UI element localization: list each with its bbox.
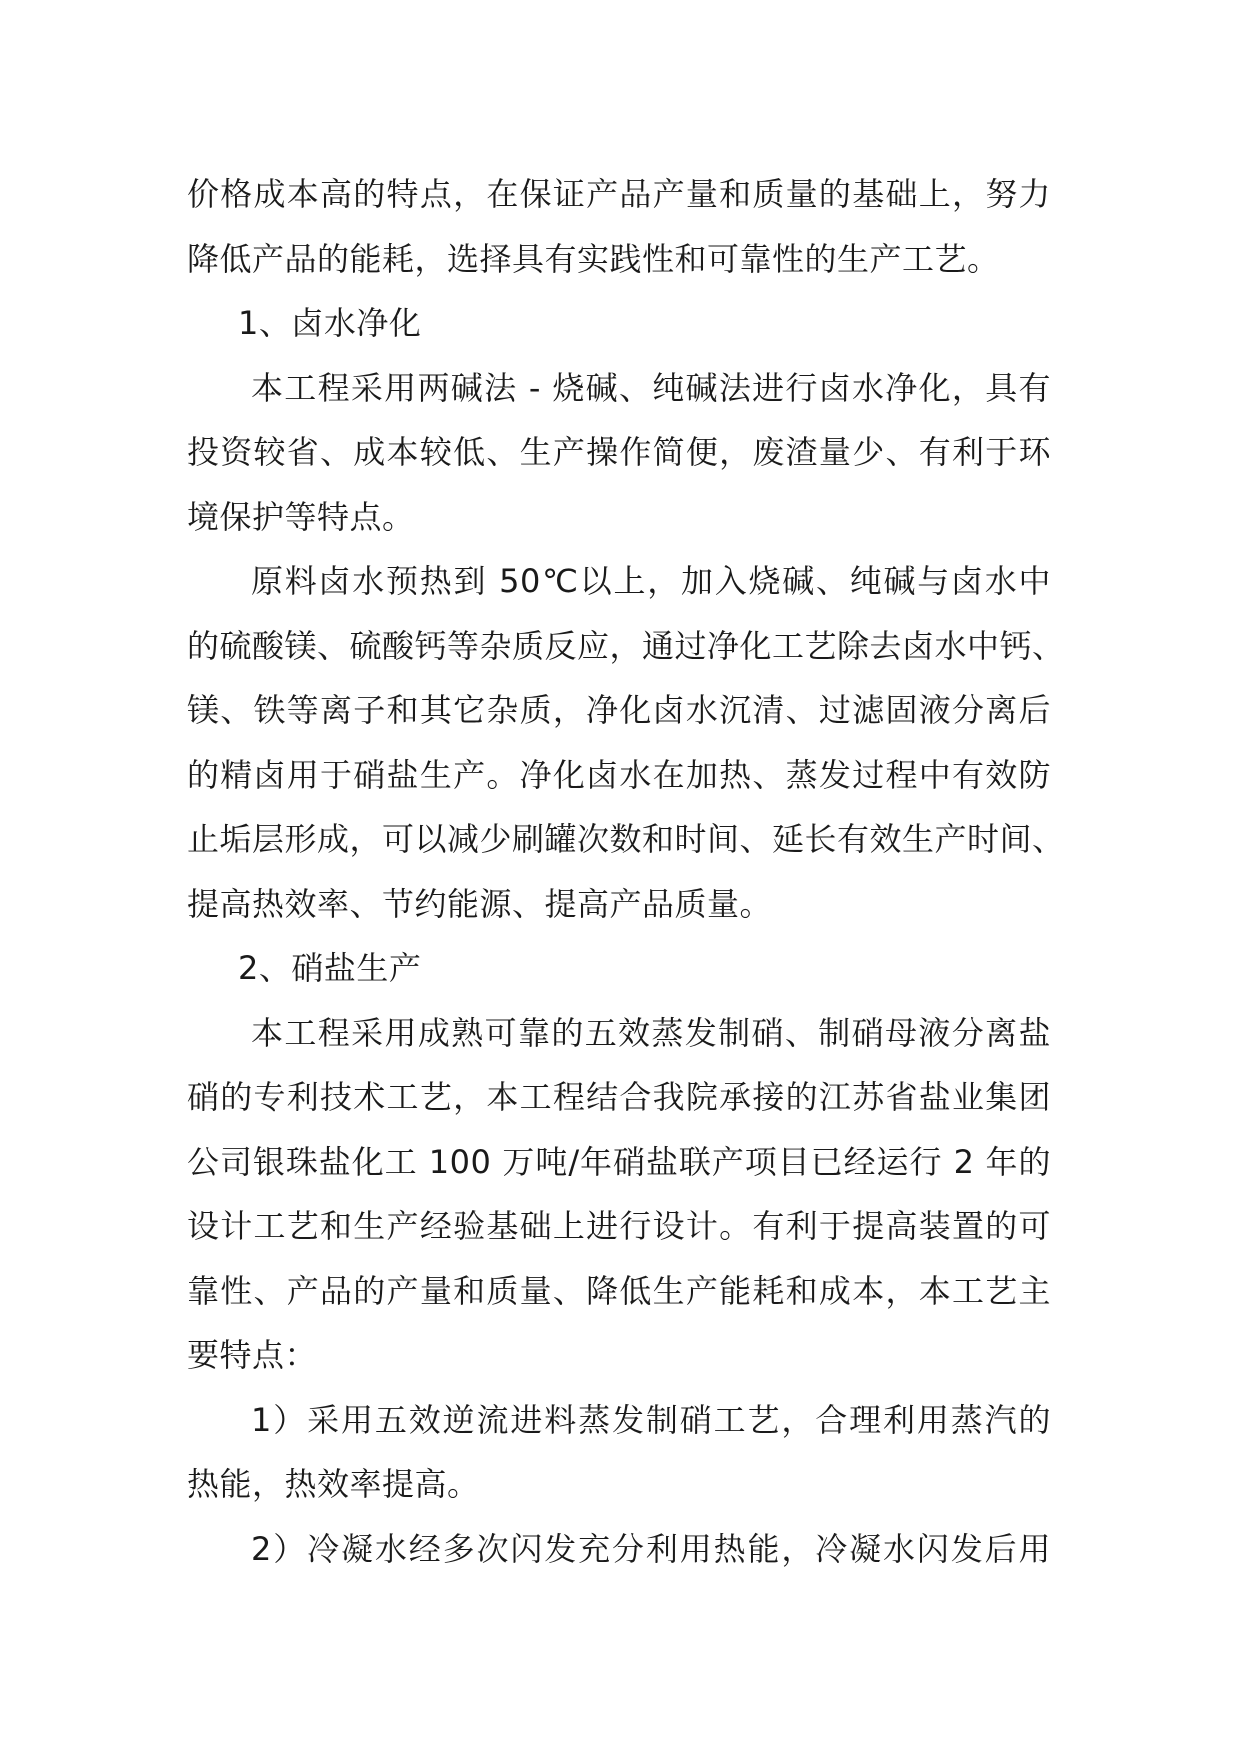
text-line: 1）采用五效逆流进料蒸发制硝工艺，合理利用蒸汽的 [251, 1400, 1051, 1439]
section-heading: 1、卤水净化 [238, 304, 422, 342]
text-line: 要特点： [187, 1336, 318, 1374]
text-line: 投资较省、成本较低、生产操作简便，废渣量少、有利于环 [187, 433, 1051, 471]
text-line: 的精卤用于硝盐生产。净化卤水在加热、蒸发过程中有效防 [187, 755, 1051, 794]
text-line: 降低产品的能耗，选择具有实践性和可靠性的生产工艺。 [187, 239, 1000, 278]
document-body [187, 162, 1065, 1581]
text-line: 本工程采用成熟可靠的五效蒸发制硝、制硝母液分离盐 [251, 1013, 1051, 1052]
text-line: 提高热效率、节约能源、提高产品质量。 [187, 884, 773, 923]
section-heading: 2、硝盐生产 [238, 949, 422, 987]
text-line: 设计工艺和生产经验基础上进行设计。有利于提高装置的可 [187, 1207, 1051, 1245]
text-line: 本工程采用两碱法 - 烧碱、纯碱法进行卤水净化，具有 [251, 368, 1051, 407]
text-line: 公司银珠盐化工 100 万吨/年硝盐联产项目已经运行 2 年的 [187, 1142, 1051, 1181]
text-line: 热能，热效率提高。 [187, 1465, 480, 1503]
text-line: 境保护等特点。 [187, 497, 415, 536]
text-line: 止垢层形成，可以减少刷罐次数和时间、延长有效生产时间、 [187, 820, 1065, 858]
text-line: 靠性、产品的产量和质量、降低生产能耗和成本，本工艺主 [187, 1271, 1051, 1310]
text-line: 价格成本高的特点，在保证产品产量和质量的基础上，努力 [187, 175, 1051, 213]
text-line: 2）冷凝水经多次闪发充分利用热能，冷凝水闪发后用 [251, 1529, 1051, 1568]
text-line: 镁、铁等离子和其它杂质，净化卤水沉清、过滤固液分离后 [187, 691, 1051, 729]
text-line: 硝的专利技术工艺，本工程结合我院承接的江苏省盐业集团 [187, 1078, 1051, 1116]
text-line: 的硫酸镁、硫酸钙等杂质反应，通过净化工艺除去卤水中钙、 [187, 626, 1065, 665]
text-line: 原料卤水预热到 50℃以上，加入烧碱、纯碱与卤水中 [251, 562, 1051, 600]
